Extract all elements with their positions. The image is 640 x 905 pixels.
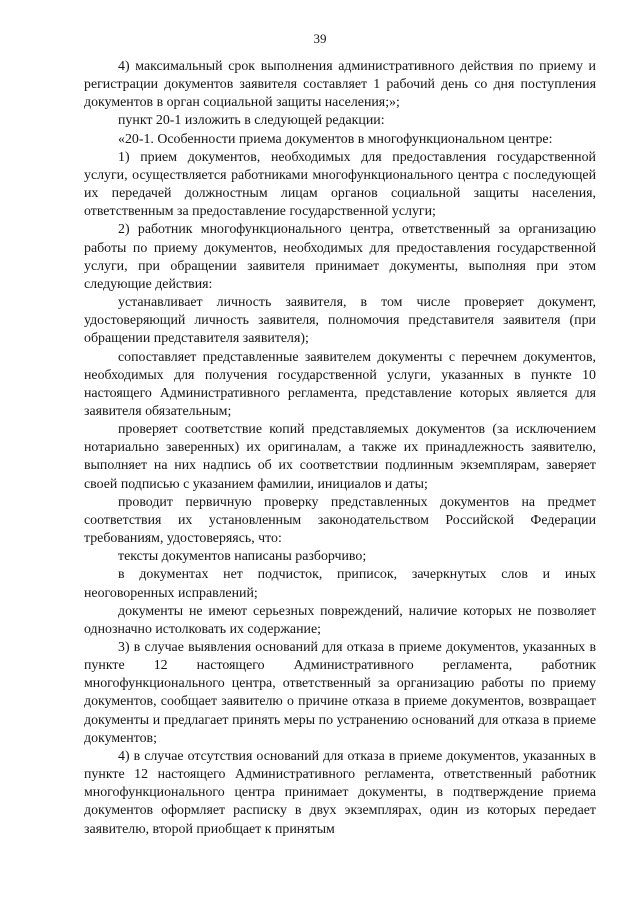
paragraph-section-heading: «20-1. Особенности приема документов в многофункциональном центре: <box>118 131 553 147</box>
paragraph-primary-check: проводит первичную проверку представленных документов на предмет соответствия их установленным законодательством Российской Федерации требованиям, удостоверяясь, что: <box>84 494 596 547</box>
paragraph-copies-check: проверяет соответствие копий представляемых документов (за исключением нотариально заверенных) их оригиналам, а также их принадлежность заявителю, выполняет на них надпись об их соответствии подлинным экземплярам, заверяет своей подписью с указанием фамилии, инициалов и даты; <box>84 422 596 492</box>
paragraph-legible-text: тексты документов написаны разборчиво; <box>118 549 367 565</box>
paragraph-documents-compare: сопоставляет представленные заявителем документы с перечнем документов, необходимых для получения государственной услуги, указанных в пункте 10 настоящего Административного регламента, представление которых является для заявителя обязательным; <box>84 349 596 419</box>
paragraph-identity-check: устанавливает личность заявителя, в том числе проверяет документ, удостоверяющий личность заявителя, полномочия представителя заявителя (при обращении представителя заявителя); <box>84 295 596 347</box>
paragraph-item-3: 3) в случае выявления оснований для отказа в приеме документов, указанных в пункте 12 настоящего Административного регламента, работник многофункционального центра, ответственный за организацию работы по приему документов, сообщает заявителю о причине отказа в приеме документов, возвращает документы и предлагает принять меры по устранению оснований для отказа в приеме документов; <box>84 640 596 746</box>
page-number: 39 <box>313 31 327 46</box>
paragraph-no-corrections: в документах нет подчисток, приписок, зачеркнутых слов и иных неоговоренных исправлений; <box>84 567 596 601</box>
document-body <box>84 58 596 839</box>
paragraph-item-2: 2) работник многофункционального центра, ответственный за организацию работы по приему документов, необходимых для предоставления государственной услуги, при обращении заявителя принимает документы, выполняя при этом следующие действия: <box>84 222 596 292</box>
paragraph-no-damage: документы не имеют серьезных повреждений, наличие которых не позволяет однозначно истолковать их содержание; <box>84 603 596 637</box>
paragraph-time-limit: 4) максимальный срок выполнения административного действия по приему и регистрации документов заявителя составляет 1 рабочий день со дня поступления документов в орган социальной защиты населения;»; <box>84 59 596 111</box>
paragraph-amendment-intro: пункт 20-1 изложить в следующей редакции: <box>118 113 385 129</box>
paragraph-item-4: 4) в случае отсутствия оснований для отказа в приеме документов, указанных в пункте 12 настоящего Административного регламента, ответственный работник многофункционального центра принимает документы, в подтверждение приема документов оформляет расписку в двух экземплярах, один из которых передает заявителю, второй приобщает к принятым <box>84 748 596 837</box>
paragraph-item-1: 1) прием документов, необходимых для предоставления государственной услуги, осуществляется работниками многофункционального центра с последующей их передачей должностным лицам органов социальной защиты населения, ответственным за предоставление государственной услуги; <box>84 149 596 220</box>
